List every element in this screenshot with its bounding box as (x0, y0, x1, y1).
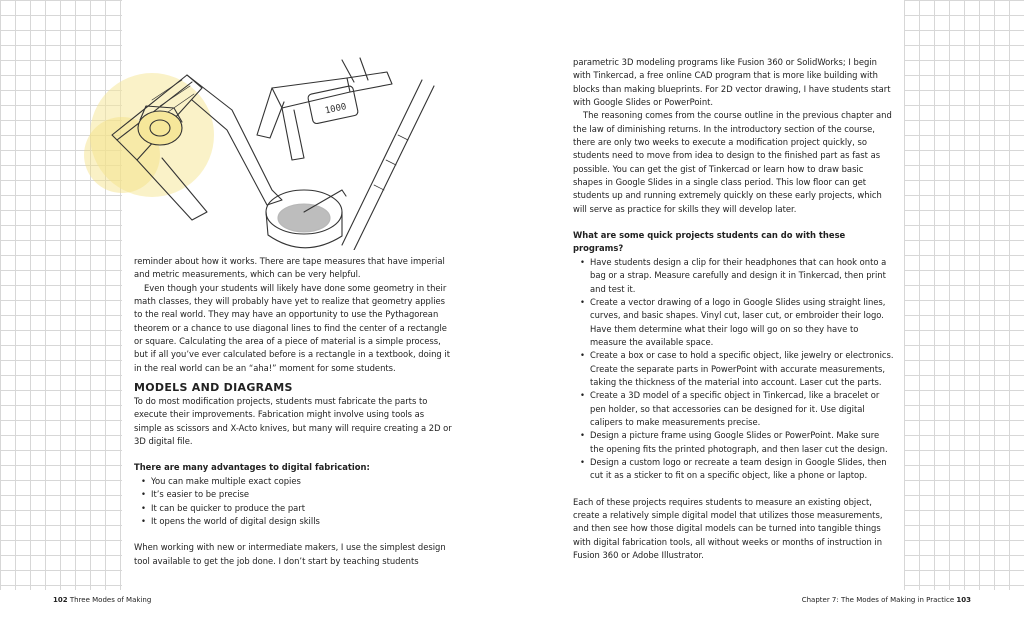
list-item: • It’s easier to be precise (134, 488, 452, 501)
list-item: • Design a picture frame using Google Slides or PowerPoint. Make sure the opening fits the printed photograph, and then laser cut the design. (573, 429, 895, 456)
right-page (512, 0, 904, 590)
paragraph: When working with new or intermediate makers, I use the simplest design tool available to get the job done. I don’t start by teaching students (134, 542, 446, 566)
list-item: • Create a vector drawing of a logo in Google Slides using straight lines, curves, and basic shapes. Vinyl cut, laser cut, or embroider their logo. Have them determine what their logo will go on so they have to measure the available space. (573, 296, 895, 349)
list-item: • Create a 3D model of a specific object in Tinkercad, like a bracelet or pen holder, so that accessories can be designed for it. Use digital calipers to make measurements precise. (573, 389, 895, 429)
left-page (122, 0, 512, 590)
paragraph: parametric 3D modeling programs like Fusion 360 or SolidWorks; I begin with Tinkercad, a free online CAD program that is more like building with blocks than making blueprints. For 2D vector drawing, I have students start with Google Slides or PowerPoint. (573, 57, 891, 108)
caliper-readout: 1000 (324, 102, 348, 117)
list-item: • It opens the world of digital design skills (134, 515, 452, 528)
running-title: Three Modes of Making (69, 596, 152, 604)
list-title: There are many advantages to digital fabrication: (134, 462, 370, 473)
running-title: Chapter 7: The Modes of Making in Practice (801, 596, 955, 604)
list-item: • It can be quicker to produce the part (134, 502, 452, 515)
list-item: • You can make multiple exact copies (134, 475, 452, 488)
paragraph: Even though your students will likely have done some geometry in their math classes, they will probably have yet to realize that geometry applies to the real world. They may have an opportunity to use the Pythagorean theorem or a chance to use diagonal lines to find the center of a rectangle or square. Calculating the area of a piece of material is a simple process, but if all you’ve ever calculated before is a rectangle in a textbook, doing it in the real world can be an “aha!” moment for some students. (134, 282, 450, 373)
calipers-sketch-icon (42, 40, 462, 250)
paragraph: Each of these projects requires students to measure an existing object, create a relatively simple digital model that utilizes those measurements, and then see how those digital models can be turned into tangible things with digital fabrication tools, all without weeks or months of instruction in Fusion 360 or Adobe Illustrator. (573, 496, 883, 561)
section-heading: MODELS AND DIAGRAMS (134, 381, 293, 395)
list-item: • Have students design a clip for their headphones that can hook onto a bag or a strap. Measure carefully and design it in Tinkercad, then print and test it. (573, 256, 895, 296)
left-text-column (134, 255, 452, 568)
right-text-column (573, 56, 895, 562)
paragraph: reminder about how it works. There are tape measures that have imperial and metric measurements, which can be very helpful. (134, 256, 445, 280)
list-title: What are some quick projects students can do with these programs? (573, 230, 846, 254)
paragraph: To do most modification projects, students must fabricate the parts to execute their improvements. Fabrication might involve using tools as simple as scissors and X-Acto knives, but many will require creating a 2D or 3D digital file. (134, 396, 452, 447)
folio-right (802, 596, 971, 604)
page-number: 102 (53, 596, 68, 604)
list-item: • Create a box or case to hold a specific object, like jewelry or electronics. Create the separate parts in PowerPoint with accurate measurements, taking the thickness of the material into account. Laser cut the parts. (573, 349, 895, 389)
projects-list (573, 256, 895, 483)
list-item: • Design a custom logo or recreate a team design in Google Slides, then cut it as a sticker to fit on a specific object, like a phone or laptop. (573, 456, 895, 483)
graph-paper-margin-right (904, 0, 1024, 590)
page-number: 103 (956, 596, 971, 604)
advantages-list (134, 475, 452, 528)
paragraph: The reasoning comes from the course outline in the previous chapter and the law of diminishing returns. In the introductory section of the course, there are only two weeks to execute a modification project quickly, so students need to move from idea to design to the finished part as fast as possible. You can get the gist of Tinkercad or learn how to draw basic shapes in Google Slides in a single class period. This low floor can get students up and running extremely quickly on these early projects, which will serve as practice for skills they will develop later. (573, 110, 892, 214)
folio-left (53, 596, 151, 604)
